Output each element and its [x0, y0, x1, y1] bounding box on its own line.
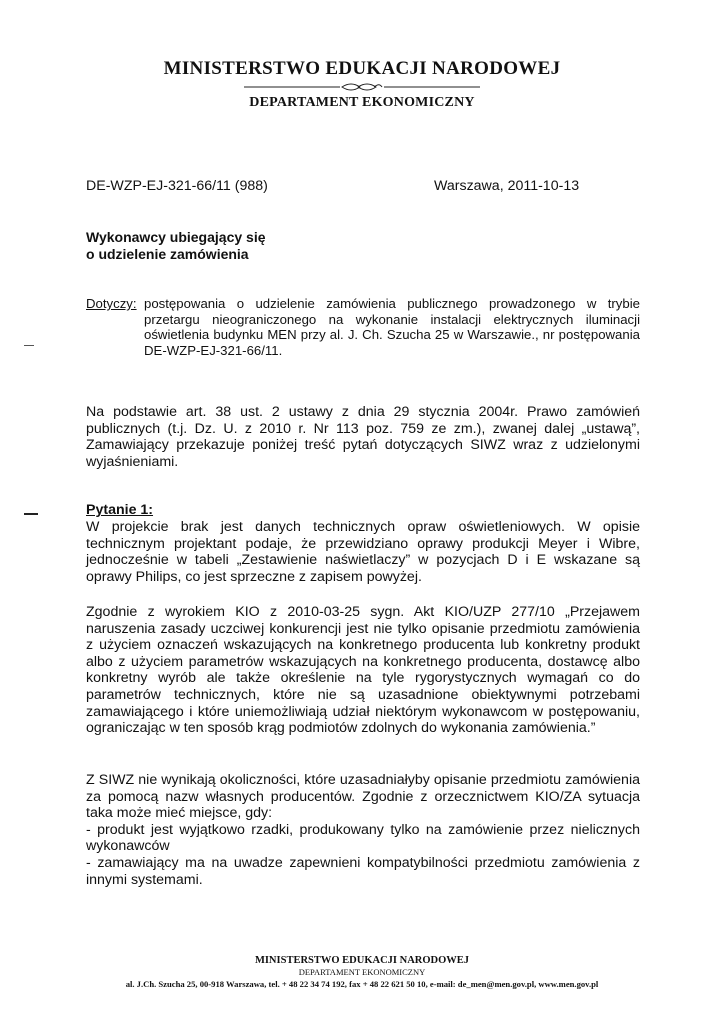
- paragraph-text: Z SIWZ nie wynikają okoliczności, które uzasadniałyby opisanie przedmiotu zamówienia za pomocą nazw własnych producentów. Zgodnie z orzecznictwem KIO/ZA sytuacja taka może mieć miejsce, gdy:: [86, 772, 640, 822]
- list-item: - zamawiający ma na uwadze zapewnieni kompatybilności przedmiotu zamówienia z innymi systemami.: [86, 854, 640, 888]
- recipient-line: Wykonawcy ubiegający się: [86, 229, 266, 245]
- subject-block: [86, 296, 640, 358]
- siwz-paragraph: [86, 772, 640, 888]
- footer: [0, 955, 724, 989]
- intro-paragraph: Na podstawie art. 38 ust. 2 ustawy z dnia 29 stycznia 2004r. Prawo zamówień publicznych (t.j. Dz. U. z 2010 r. Nr 113 poz. 759 ze zm.), zwanej dalej „ustawą”, Zamawiający przekazuje poniżej treść pytań dotyczących SIWZ wraz z udzielonymi wyjaśnieniami.: [86, 404, 640, 470]
- margin-mark: [24, 513, 38, 515]
- subject-label: Dotyczy:: [86, 296, 137, 311]
- margin-mark: [24, 345, 34, 346]
- footer-address: al. J.Ch. Szucha 25, 00-918 Warszawa, tel. + 48 22 34 74 192, fax + 48 22 621 50 10, e-mail: de_men@men.gov.pl, www.men.gov.pl: [125, 979, 599, 989]
- recipient-block: [86, 229, 266, 263]
- department-name: DEPARTAMENT EKONOMICZNY: [249, 95, 475, 110]
- ministry-name: MINISTERSTWO EDUKACJI NARODOWEJ: [163, 58, 561, 79]
- question-heading: Pytanie 1:: [86, 502, 154, 518]
- kio-quote-paragraph: Zgodnie z wyrokiem KIO z 2010-03-25 sygn. Akt KIO/UZP 277/10 „Przejawem naruszenia zasady uczciwej konkurencji jest nie tylko opisanie przedmiotu zamówienia z użyciem oznaczeń wskazujących na konkretnego producenta lub konkretny produkt albo z użyciem parametrów wskazujących na konkretnego producenta, dostawcę albo konkretny wyrób ale także określenie na tyle rygorystycznych wymagań co do parametrów technicznych, które nie są uzasadnione obiektywnymi potrzebami zamawiającego i które uniemożliwiają udział niektórym wykonawcom w postępowaniu, ograniczając w ten sposób krąg podmiotów zdolnych do wykonania zamówienia.”: [86, 604, 640, 737]
- recipient-line: o udzielenie zamówienia: [86, 246, 249, 262]
- document-reference: DE-WZP-EJ-321-66/11 (988): [86, 178, 268, 194]
- ornament-divider-icon: [244, 82, 480, 92]
- subject-text: postępowania o udzielenie zamówienia publicznego prowadzonego w trybie przetargu nieograniczonego na wykonanie instalacji elektrycznych iluminacji oświetlenia budynku MEN przy al. J. Ch. Szucha 25 w Warszawie., nr postępowania DE-WZP-EJ-321-66/11.: [144, 296, 640, 358]
- question-paragraph: W projekcie brak jest danych technicznych opraw oświetleniowych. W opisie technicznym projektant podaje, że przewidziano oprawy produkcji Meyer i Wibre, jednocześnie w tabeli „Zestawienie naświetlaczy” w pozycjach D i E wskazane są oprawy Philips, co jest sprzeczne z zapisem powyżej.: [86, 519, 640, 585]
- footer-ministry: MINISTERSTWO EDUKACJI NARODOWEJ: [254, 955, 470, 966]
- footer-department: DEPARTAMENT EKONOMICZNY: [298, 967, 426, 977]
- list-item: - produkt jest wyjątkowo rzadki, produkowany tylko na zamówienie przez nielicznych wykonawców: [86, 821, 640, 855]
- place-and-date: Warszawa, 2011-10-13: [434, 178, 580, 194]
- letterhead: [0, 58, 724, 111]
